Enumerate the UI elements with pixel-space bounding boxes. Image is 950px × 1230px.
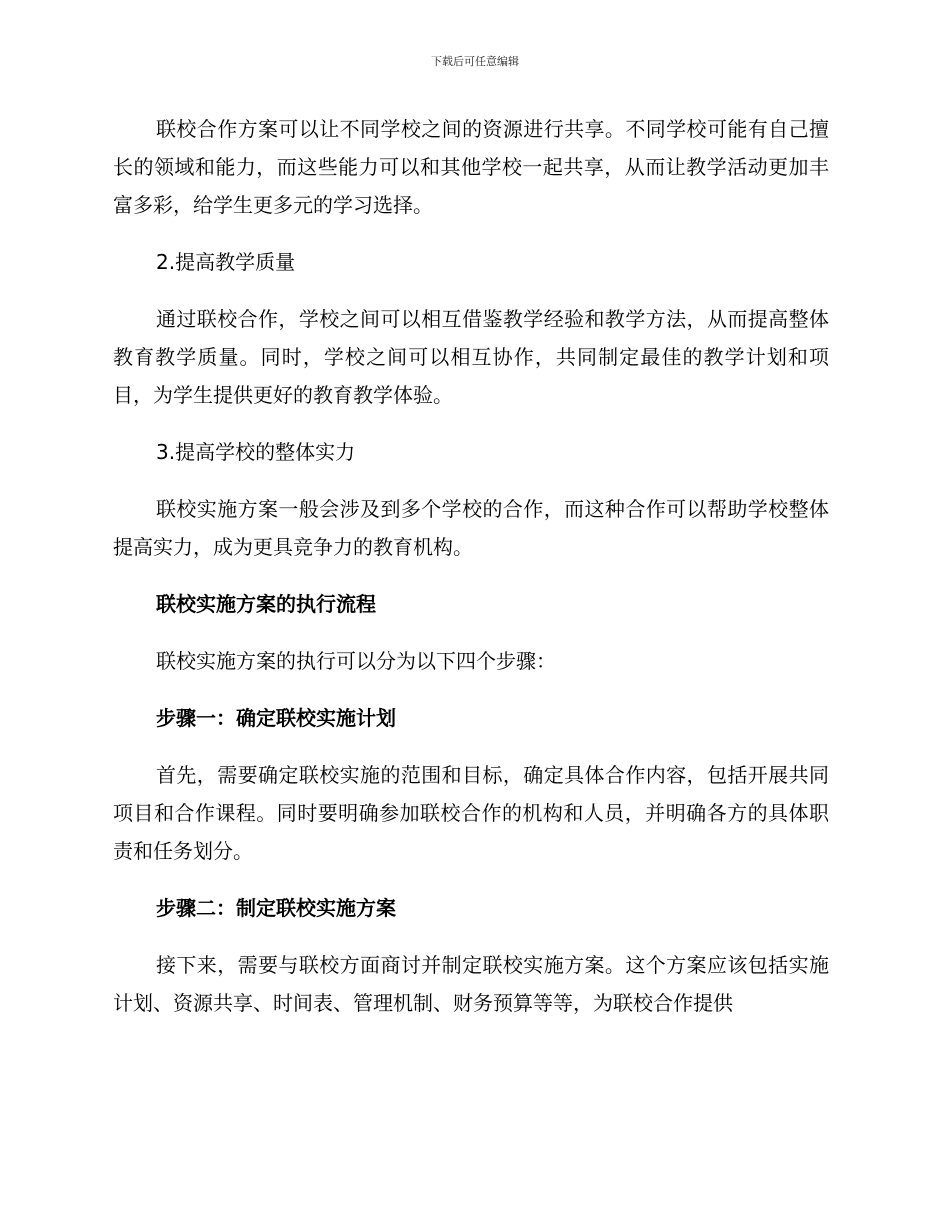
section-heading-execution-process: 联校实施方案的执行流程 [156, 592, 376, 616]
step-heading-one: 步骤一：确定联校实施计划 [156, 706, 396, 730]
paragraph-execution-intro: 联校实施方案的执行可以分为以下四个步骤： [156, 649, 556, 673]
section-heading-school-strength: 3.提高学校的整体实力 [156, 440, 356, 464]
page-header: 下载后可任意编辑 [431, 55, 519, 68]
paragraph-teaching-quality: 通过联校合作，学校之间可以相互借鉴教学经验和教学方法，从而提高整体教育教学质量。同时，学校之间可以相互协作，共同制定最佳的教学计划和项目，为学生提供更好的教育教学体验。 [113, 307, 829, 407]
paragraph-step-one: 首先，需要确定联校实施的范围和目标，确定具体合作内容，包括开展共同项目和合作课程。同时要明确参加联校合作的机构和人员，并明确各方的具体职责和任务划分。 [113, 763, 829, 863]
paragraph-step-two: 接下来，需要与联校方面商讨并制定联校实施方案。这个方案应该包括实施计划、资源共享、时间表、管理机制、财务预算等等，为联校合作提供 [113, 953, 829, 1015]
step-heading-two: 步骤二：制定联校实施方案 [156, 896, 396, 920]
document-body [113, 110, 829, 1041]
paragraph-school-strength: 联校实施方案一般会涉及到多个学校的合作，而这种合作可以帮助学校整体提高实力，成为更具竞争力的教育机构。 [113, 497, 829, 559]
paragraph-resource-sharing: 联校合作方案可以让不同学校之间的资源进行共享。不同学校可能有自己擅长的领域和能力，而这些能力可以和其他学校一起共享，从而让教学活动更加丰富多彩，给学生更多元的学习选择。 [113, 117, 829, 217]
section-heading-teaching-quality: 2.提高教学质量 [156, 250, 296, 274]
